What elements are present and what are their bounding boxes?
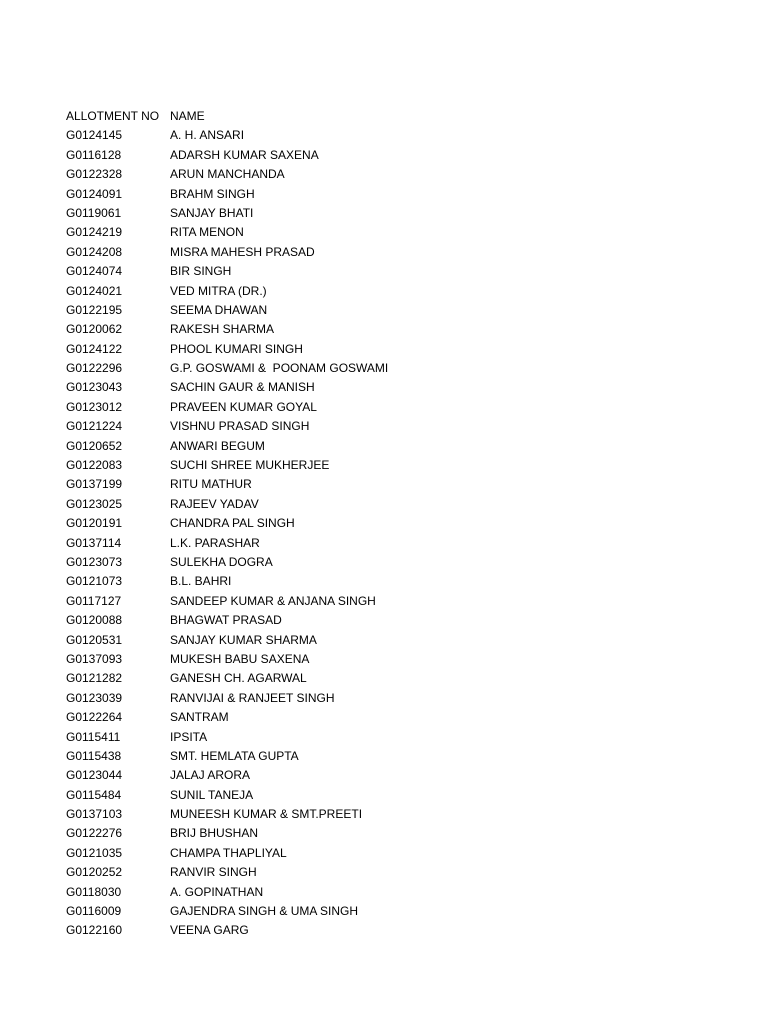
allotment-number-cell: G0120191	[66, 516, 123, 531]
name-cell: SANDEEP KUMAR & ANJANA SINGH	[170, 593, 376, 608]
table-header-row	[66, 107, 746, 126]
name-cell: SACHIN GAUR & MANISH	[170, 380, 315, 395]
table-row	[66, 611, 746, 630]
allotment-number-cell: G0124091	[66, 186, 123, 201]
allotment-number-cell: G0124122	[66, 341, 123, 356]
name-cell: SANJAY KUMAR SHARMA	[170, 632, 317, 647]
table-row	[66, 223, 746, 242]
allotment-table	[66, 107, 746, 941]
table-row	[66, 863, 746, 882]
table-row	[66, 650, 746, 669]
column-header-name: NAME	[170, 109, 205, 123]
table-row	[66, 572, 746, 591]
name-cell: BRAHM SINGH	[170, 186, 255, 201]
table-row	[66, 185, 746, 204]
name-cell: IPSITA	[170, 729, 208, 744]
name-cell: L.K. PARASHAR	[170, 535, 260, 550]
allotment-number-cell: G0124145	[66, 128, 123, 143]
table-row	[66, 824, 746, 843]
table-row	[66, 728, 746, 747]
table-body	[66, 126, 746, 940]
name-cell: SANJAY BHATI	[170, 205, 254, 220]
table-row	[66, 495, 746, 514]
allotment-number-cell: G0120652	[66, 438, 123, 453]
allotment-number-cell: G0120531	[66, 632, 123, 647]
allotment-number-cell: G0123043	[66, 380, 123, 395]
table-row	[66, 243, 746, 262]
allotment-number-cell: G0115438	[66, 748, 122, 763]
table-row	[66, 417, 746, 436]
name-cell: ADARSH KUMAR SAXENA	[170, 147, 319, 162]
allotment-number-cell: G0121035	[66, 845, 123, 860]
name-cell: VED MITRA (DR.)	[170, 283, 267, 298]
name-cell: BHAGWAT PRASAD	[170, 613, 282, 628]
table-row	[66, 262, 746, 281]
table-row	[66, 437, 746, 456]
name-cell: RANVIJAI & RANJEET SINGH	[170, 690, 335, 705]
table-row	[66, 805, 746, 824]
table-row	[66, 786, 746, 805]
name-cell: G.P. GOSWAMI & POONAM GOSWAMI	[170, 361, 389, 376]
name-cell: SEEMA DHAWAN	[170, 302, 268, 317]
allotment-number-cell: G0124021	[66, 283, 123, 298]
table-row	[66, 359, 746, 378]
column-header-allotment-no: ALLOTMENT NO	[66, 109, 160, 123]
name-cell: MUKESH BABU SAXENA	[170, 651, 310, 666]
allotment-number-cell: G0115411	[66, 729, 121, 744]
allotment-number-cell: G0123025	[66, 496, 123, 511]
allotment-number-cell: G0120252	[66, 865, 123, 880]
allotment-number-cell: G0115484	[66, 787, 122, 802]
table-row	[66, 378, 746, 397]
name-cell: RITU MATHUR	[170, 477, 252, 492]
table-row	[66, 398, 746, 417]
name-cell: RAKESH SHARMA	[170, 322, 275, 337]
allotment-number-cell: G0116009	[66, 904, 122, 919]
table-row	[66, 921, 746, 940]
table-row	[66, 689, 746, 708]
name-cell: BRIJ BHUSHAN	[170, 826, 259, 841]
name-cell: VISHNU PRASAD SINGH	[170, 419, 310, 434]
allotment-number-cell: G0121224	[66, 419, 123, 434]
allotment-number-cell: G0122264	[66, 710, 123, 725]
table-row	[66, 475, 746, 494]
table-row	[66, 902, 746, 921]
allotment-number-cell: G0116128	[66, 147, 122, 162]
allotment-number-cell: G0137114	[66, 535, 122, 550]
name-cell: A. H. ANSARI	[170, 128, 245, 143]
name-cell: CHANDRA PAL SINGH	[170, 516, 295, 531]
table-row	[66, 534, 746, 553]
name-cell: SUNIL TANEJA	[170, 787, 254, 802]
name-cell: SULEKHA DOGRA	[170, 554, 273, 569]
table-row	[66, 146, 746, 165]
table-row	[66, 766, 746, 785]
allotment-number-cell: G0137103	[66, 807, 123, 822]
allotment-number-cell: G0122296	[66, 361, 123, 376]
table-row	[66, 747, 746, 766]
table-row	[66, 282, 746, 301]
name-cell: VEENA GARG	[170, 923, 249, 938]
table-row	[66, 165, 746, 184]
name-cell: GAJENDRA SINGH & UMA SINGH	[170, 904, 359, 919]
name-cell: SANTRAM	[170, 710, 229, 725]
name-cell: RAJEEV YADAV	[170, 496, 259, 511]
name-cell: MISRA MAHESH PRASAD	[170, 244, 315, 259]
name-cell: ARUN MANCHANDA	[170, 167, 285, 182]
allotment-number-cell: G0123073	[66, 554, 123, 569]
allotment-number-cell: G0123012	[66, 399, 123, 414]
allotment-number-cell: G0119061	[66, 205, 122, 220]
name-cell: SUCHI SHREE MUKHERJEE	[170, 458, 330, 473]
allotment-number-cell: G0120088	[66, 613, 123, 628]
allotment-number-cell: G0122328	[66, 167, 123, 182]
table-row	[66, 708, 746, 727]
name-cell: BIR SINGH	[170, 264, 232, 279]
table-row	[66, 301, 746, 320]
name-cell: MUNEESH KUMAR & SMT.PREETI	[170, 807, 363, 822]
allotment-number-cell: G0120062	[66, 322, 123, 337]
name-cell: CHAMPA THAPLIYAL	[170, 845, 287, 860]
table-row	[66, 340, 746, 359]
allotment-number-cell: G0122160	[66, 923, 123, 938]
name-cell: PRAVEEN KUMAR GOYAL	[170, 399, 317, 414]
table-row	[66, 631, 746, 650]
allotment-number-cell: G0123044	[66, 768, 123, 783]
name-cell: JALAJ ARORA	[170, 768, 251, 783]
name-cell: A. GOPINATHAN	[170, 884, 264, 899]
name-cell: B.L. BAHRI	[170, 574, 232, 589]
allotment-number-cell: G0137093	[66, 651, 123, 666]
table-row	[66, 553, 746, 572]
allotment-number-cell: G0124219	[66, 225, 123, 240]
allotment-number-cell: G0122195	[66, 302, 123, 317]
name-cell: PHOOL KUMARI SINGH	[170, 341, 303, 356]
table-row	[66, 844, 746, 863]
allotment-number-cell: G0117127	[66, 593, 122, 608]
allotment-number-cell: G0122083	[66, 458, 123, 473]
table-row	[66, 456, 746, 475]
name-cell: RITA MENON	[170, 225, 244, 240]
table-row	[66, 514, 746, 533]
name-cell: SMT. HEMLATA GUPTA	[170, 748, 299, 763]
name-cell: GANESH CH. AGARWAL	[170, 671, 307, 686]
allotment-number-cell: G0122276	[66, 826, 123, 841]
allotment-number-cell: G0137199	[66, 477, 123, 492]
allotment-number-cell: G0121282	[66, 671, 123, 686]
table-row	[66, 204, 746, 223]
allotment-number-cell: G0124074	[66, 264, 123, 279]
name-cell: ANWARI BEGUM	[170, 438, 265, 453]
table-row	[66, 126, 746, 145]
allotment-number-cell: G0124208	[66, 244, 123, 259]
table-row	[66, 669, 746, 688]
allotment-number-cell: G0118030	[66, 884, 122, 899]
table-row	[66, 320, 746, 339]
allotment-number-cell: G0121073	[66, 574, 123, 589]
table-row	[66, 883, 746, 902]
table-row	[66, 592, 746, 611]
name-cell: RANVIR SINGH	[170, 865, 257, 880]
allotment-number-cell: G0123039	[66, 690, 123, 705]
